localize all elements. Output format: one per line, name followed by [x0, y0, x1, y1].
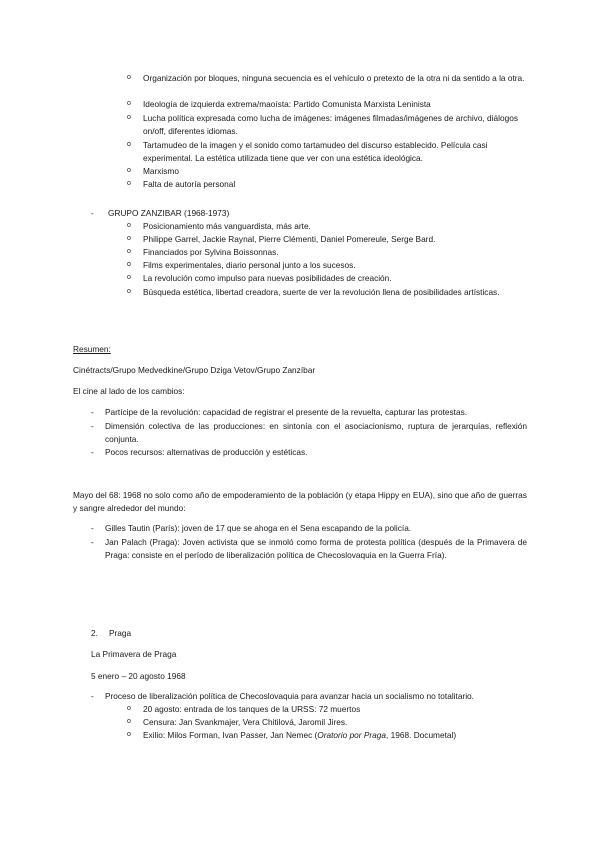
circle-bullet-icon: o [127, 248, 131, 255]
list-item: o Lucha política expresada como lucha de imágenes: imágenes filmadas/imágenes de archivo, diálogos on/off, diferentes idiomas. [127, 113, 518, 136]
dash-bullet-icon: - [91, 407, 94, 417]
list-item: - Partícipe de la revolución: capacidad de registrar el presente de la revuelta, capturar las protestas. [91, 407, 468, 417]
circle-bullet-icon: o [127, 274, 131, 281]
list-item: o Tartamudeo de la imagen y el sonido como tartamudeo del discurso establecido. Película casi experimental. La estética utilizada tiene que ver con una estética ideológica. [127, 140, 488, 163]
circle-bullet-icon: o [127, 731, 131, 738]
circle-bullet-icon: o [127, 141, 131, 148]
list-item: o Ideología de izquierda extrema/maoísta: Partido Comunista Marxista Leninista [127, 99, 431, 109]
circle-bullet-icon: o [127, 114, 131, 121]
list-item: - Dimensión colectiva de las producciones: en sintonía con el asociacionismo, ruptura de jerarquías, reflexión conjunta. [91, 421, 527, 444]
list-item: - Gilles Tautin (París): joven de 17 que se ahoga en el Sena escapando de la policía. [91, 523, 412, 533]
dash-bullet-icon: - [91, 447, 94, 457]
circle-bullet-icon: o [127, 222, 131, 229]
praga-subtitle: La Primavera de Praga [91, 649, 177, 659]
praga-dates: 5 enero – 20 agosto 1968 [91, 671, 186, 681]
list-item: - Pocos recursos: alternativas de producción y estéticas. [91, 447, 308, 457]
zanzibar-heading: - GRUPO ZANZIBAR (1968-1973) [91, 208, 230, 218]
circle-bullet-icon: o [127, 261, 131, 268]
section-number: 2. [91, 628, 98, 638]
dash-bullet-icon: - [91, 537, 94, 547]
film-title: Oratorio por Praga [317, 730, 387, 740]
circle-bullet-icon: o [127, 705, 131, 712]
dash-bullet-icon: - [91, 523, 94, 533]
mayo-paragraph: Mayo del 68: 1968 no solo como año de empoderamiento de la población (y etapa Hippy en EUA), sino que año de guerras y sangre alrededor del mundo: [73, 490, 527, 513]
list-item: o 20 agosto: entrada de los tanques de la URSS: 72 muertos [127, 704, 361, 714]
list-item: o Falta de autoría personal [127, 179, 236, 189]
list-item: o Búsqueda estética, libertad creadora, suerte de ver la revolución llena de posibilidades artísticas. [127, 287, 500, 297]
circle-bullet-icon: o [127, 74, 131, 81]
circle-bullet-icon: o [127, 100, 131, 107]
list-item: o Posicionamiento más vanguardista, más arte. [127, 221, 311, 231]
circle-bullet-icon: o [127, 180, 131, 187]
circle-bullet-icon: o [127, 288, 131, 295]
circle-bullet-icon: o [127, 167, 131, 174]
list-item: o Philippe Garrel, Jackie Raynal, Pierre Clémenti, Daniel Pomereule, Serge Bard. [127, 234, 436, 244]
list-item: o Financiados por Sylvina Boissonnas. [127, 247, 279, 257]
list-item: - Jan Palach (Praga): Joven activista que se inmoló como forma de protesta política (después de la Primavera de Praga: consiste en el período de liberalización política de Checoslovaquia en la Guerra Fría). [91, 537, 527, 560]
list-item: o Organización por bloques, ninguna secuencia es el vehículo o pretexto de la otra ni da sentido a la otra. [127, 73, 525, 83]
dash-bullet-icon: - [91, 691, 94, 701]
list-item: o La revolución como impulso para nuevas posibilidades de creación. [127, 273, 392, 283]
section-heading-praga: 2. Praga [91, 628, 132, 638]
list-item: o Marxismo [127, 166, 179, 176]
dash-bullet-icon: - [91, 208, 94, 218]
list-item: o Films experimentales, diario personal junto a los sucesos. [127, 260, 356, 270]
resumen-heading: Resumen: [73, 344, 111, 354]
cine-heading: El cine al lado de los cambios: [73, 386, 185, 396]
list-item: - Proceso de liberalización política de Checoslovaquia para avanzar hacia un socialismo no totalitario. [91, 691, 474, 701]
resumen-groups: Cinétracts/Grupo Medvedkine/Grupo Dziga Vetov/Grupo Zanzíbar [73, 365, 316, 375]
list-item: o Exilio: Milos Forman, Ivan Passer, Jan Nemec (Oratorio por Praga, 1968. Documetal) [127, 730, 457, 740]
list-item: o Censura: Jan Svankmajer, Vera Chitilová, Jaromil Jires. [127, 717, 348, 727]
dash-bullet-icon: - [91, 421, 94, 431]
circle-bullet-icon: o [127, 235, 131, 242]
circle-bullet-icon: o [127, 718, 131, 725]
